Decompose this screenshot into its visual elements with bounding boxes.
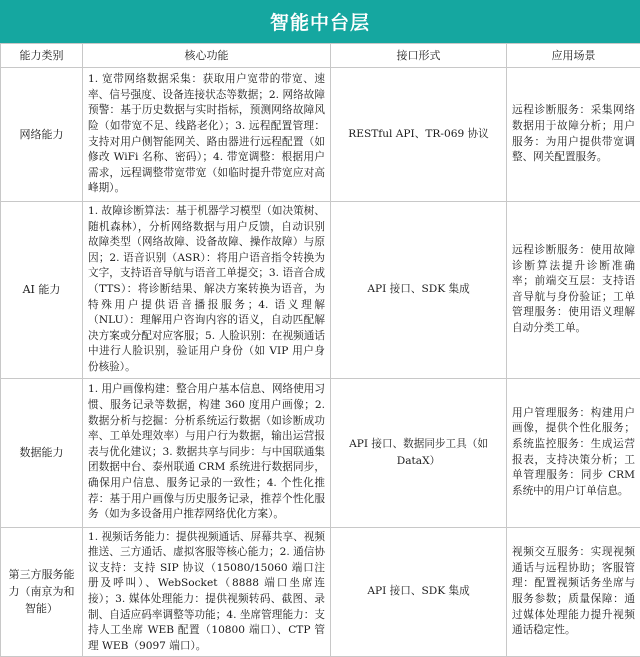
page-title: 智能中台层	[0, 0, 640, 43]
cell-interface: API 接口、数据同步工具（如 DataX）	[331, 378, 507, 527]
cell-scenario: 用户管理服务：构建用户画像，提供个性化服务；系统监控服务：生成运营报表，支持决策分析；工单管理服务：同步 CRM 系统中的用户订单信息。	[507, 378, 640, 527]
table-row	[1, 378, 640, 527]
header-interface: 接口形式	[331, 44, 507, 68]
table-row	[1, 68, 640, 202]
table-header-row	[1, 44, 640, 68]
capability-table	[0, 43, 640, 657]
cell-category: 数据能力	[1, 378, 83, 527]
cell-core-function: 1. 视频话务能力：提供视频通话、屏幕共享、视频推送、三方通话、虚拟客服等核心能力；2. 通信协议支持：支持 SIP 协议（15080/15060 端口注册及呼叫）、WebSocket（8888 端口坐席连接）；3. 媒体处理能力：提供视频转码、截图、录制、自适应码率调整等功能；4. 坐席管理能力：支持人工坐席 WEB 配置（10800 端口）、CTP 管理 WEB（9097 端口）。	[83, 527, 331, 657]
table-row	[1, 527, 640, 657]
cell-core-function: 1. 用户画像构建：整合用户基本信息、网络使用习惯、服务记录等数据，构建 360 度用户画像；2. 数据分析与挖掘：分析系统运行数据（如诊断成功率、工单处理效率）与用户行为数据，输出运营报表与优化建议；3. 数据共享与同步：与中国联通集团数据中台、泰州联通 CRM 系统进行数据同步，确保用户信息、服务记录的一致性；4. 个性化推荐：基于用户画像与历史服务记录，推荐个性化服务（如为多设备用户推荐网络优化方案）。	[83, 378, 331, 527]
cell-interface: API 接口、SDK 集成	[331, 202, 507, 379]
cell-interface: RESTful API、TR-069 协议	[331, 68, 507, 202]
cell-scenario: 远程诊断服务：采集网络数据用于故障分析；用户服务：为用户提供带宽调整、网关配置服务。	[507, 68, 640, 202]
cell-category: AI 能力	[1, 202, 83, 379]
cell-core-function: 1. 故障诊断算法：基于机器学习模型（如决策树、随机森林），分析网络数据与用户反馈，自动识别故障类型（网络故障、设备故障、操作故障）与原因；2. 语音识别（ASR）：将用户语音指令转换为文字，支持语音导航与语音工单提交；3. 语音合成（TTS）：将诊断结果、解决方案转换为语音，为特殊用户提供语音播报服务；4. 语义理解（NLU）：理解用户咨询内容的语义，自动匹配解决方案或分配对应客服；5. 人脸识别：在视频通话中进行人脸识别，验证用户身份（如 VIP 用户身份核验）。	[83, 202, 331, 379]
cell-category: 网络能力	[1, 68, 83, 202]
cell-interface: API 接口、SDK 集成	[331, 527, 507, 657]
header-scenario: 应用场景	[507, 44, 640, 68]
header-core-function: 核心功能	[83, 44, 331, 68]
cell-scenario: 远程诊断服务：使用故障诊断算法提升诊断准确率；前端交互层：支持语音导航与身份验证；工单管理服务：使用语义理解自动分类工单。	[507, 202, 640, 379]
cell-core-function: 1. 宽带网络数据采集：获取用户宽带的带宽、速率、信号强度、设备连接状态等数据；2. 网络故障预警：基于历史数据与实时指标，预测网络故障风险（如带宽不足、线路老化）；3. 远程配置管理：支持对用户侧智能网关、路由器进行远程配置（如修改 WiFi 名称、密码）；4. 带宽调整：根据用户需求，远程调整带宽带宽（如临时提升带宽应对高峰期）。	[83, 68, 331, 202]
cell-scenario: 视频交互服务：实现视频通话与远程协助；客服管理：配置视频话务坐席与服务参数；质量保障：通过媒体处理能力提升视频通话稳定性。	[507, 527, 640, 657]
cell-category: 第三方服务能力（南京为和智能）	[1, 527, 83, 657]
table-row	[1, 202, 640, 379]
header-category: 能力类别	[1, 44, 83, 68]
